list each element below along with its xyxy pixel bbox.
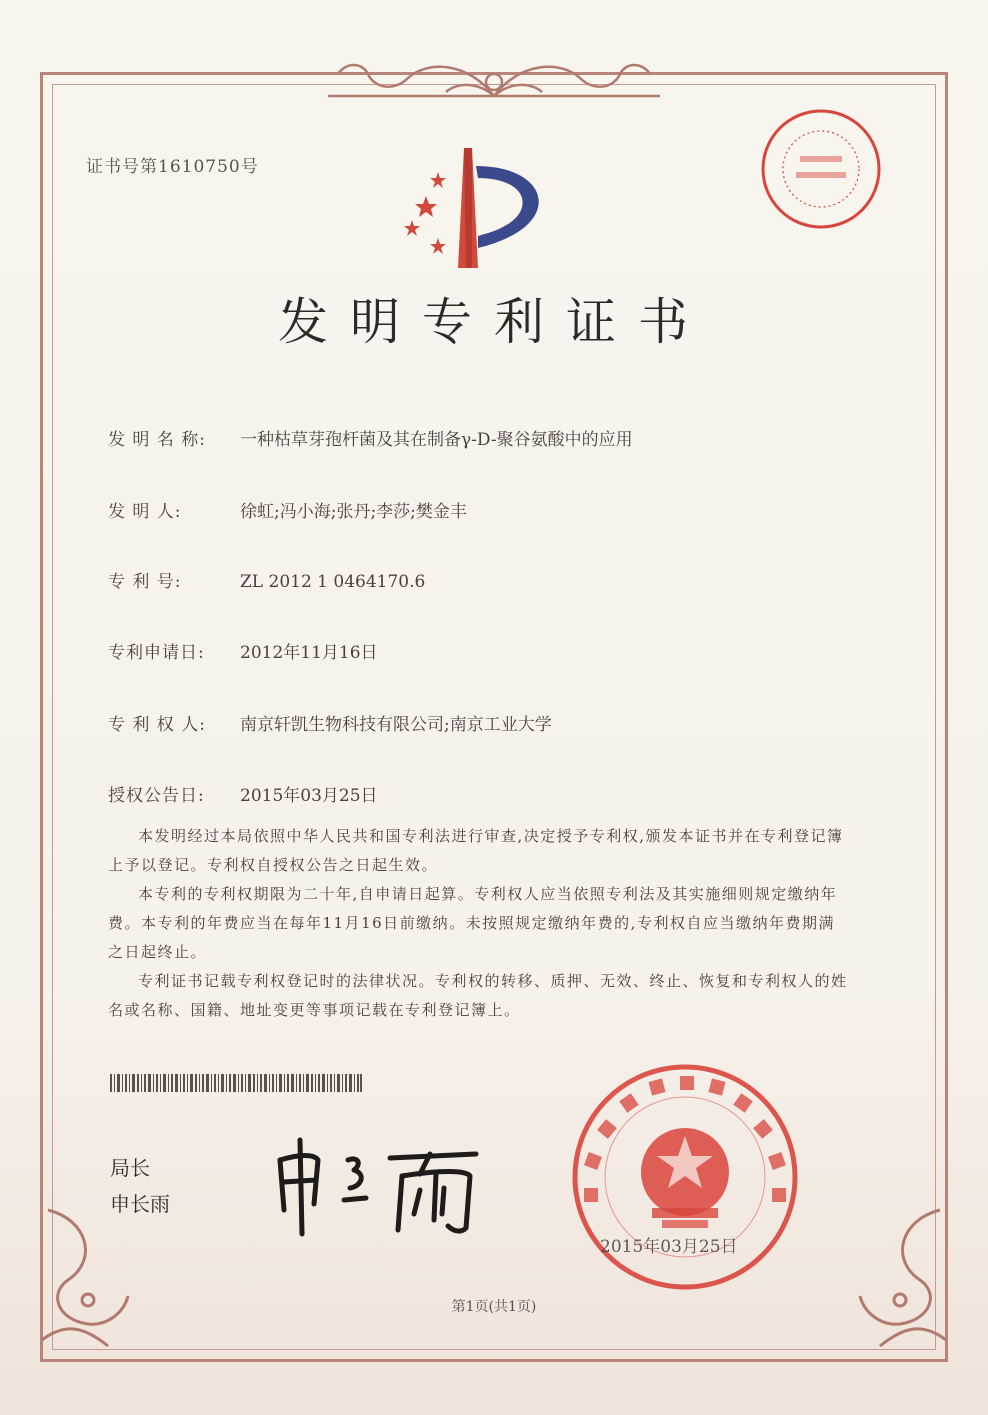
field-grant-date xyxy=(108,781,378,806)
official-name: 申长雨 xyxy=(110,1192,170,1216)
patent-office-logo xyxy=(398,148,568,273)
signature xyxy=(270,1130,500,1240)
field-patentee xyxy=(108,710,552,735)
barcode xyxy=(110,1074,362,1092)
field-label: 发 明 人: xyxy=(108,502,182,522)
bottom-right-ornament xyxy=(840,1200,960,1350)
field-value: 2015年03月25日 xyxy=(240,786,378,806)
field-value: 一种枯草芽孢杆菌及其在制备γ-D-聚谷氨酸中的应用 xyxy=(240,430,633,450)
field-value: 南京轩凯生物科技有限公司;南京工业大学 xyxy=(240,715,552,735)
field-label: 授权公告日: xyxy=(108,786,205,806)
field-value: 徐虹;冯小海;张丹;李莎;樊金丰 xyxy=(240,502,467,522)
authorization-seal xyxy=(756,104,886,234)
field-inventors xyxy=(108,497,467,522)
field-label: 专 利 权 人: xyxy=(108,715,206,735)
official-seal xyxy=(570,1062,800,1292)
field-invention-name xyxy=(108,425,633,450)
field-label: 发 明 名 称: xyxy=(108,430,206,450)
page-number: 第1页(共1页) xyxy=(451,1299,537,1315)
official-title: 局长 xyxy=(110,1156,150,1180)
field-value: 2012年11月16日 xyxy=(240,643,378,663)
body-paragraph: 本专利的专利权期限为二十年,自申请日起算。专利权人应当依照专利法及其实施细则规定缴纳年费。本专利的年费应当在每年11月16日前缴纳。未按照规定缴纳年费的,专利权自应当缴纳年费期满之日起终止。 xyxy=(108,885,838,961)
seal-date: 2015年03月25日 xyxy=(600,1237,738,1257)
page-title: 发明专利证书 xyxy=(278,293,710,351)
field-patent-number xyxy=(108,567,425,592)
certificate-body xyxy=(108,822,848,1025)
field-label: 专 利 号: xyxy=(108,572,182,592)
field-label: 专利申请日: xyxy=(108,643,205,663)
body-paragraph: 本发明经过本局依照中华人民共和国专利法进行审查,决定授予专利权,颁发本证书并在专利登记簿上予以登记。专利权自授权公告之日起生效。 xyxy=(108,827,844,874)
certificate-number: 证书号第1610750号 xyxy=(86,157,259,177)
body-paragraph: 专利证书记载专利权登记时的法律状况。专利权的转移、质押、无效、终止、恢复和专利权人的姓名或名称、国籍、地址变更等事项记载在专利登记簿上。 xyxy=(108,972,848,1019)
bottom-left-ornament xyxy=(28,1200,148,1350)
field-application-date xyxy=(108,638,378,663)
top-ornament xyxy=(318,52,670,106)
field-value: ZL 2012 1 0464170.6 xyxy=(240,572,426,592)
